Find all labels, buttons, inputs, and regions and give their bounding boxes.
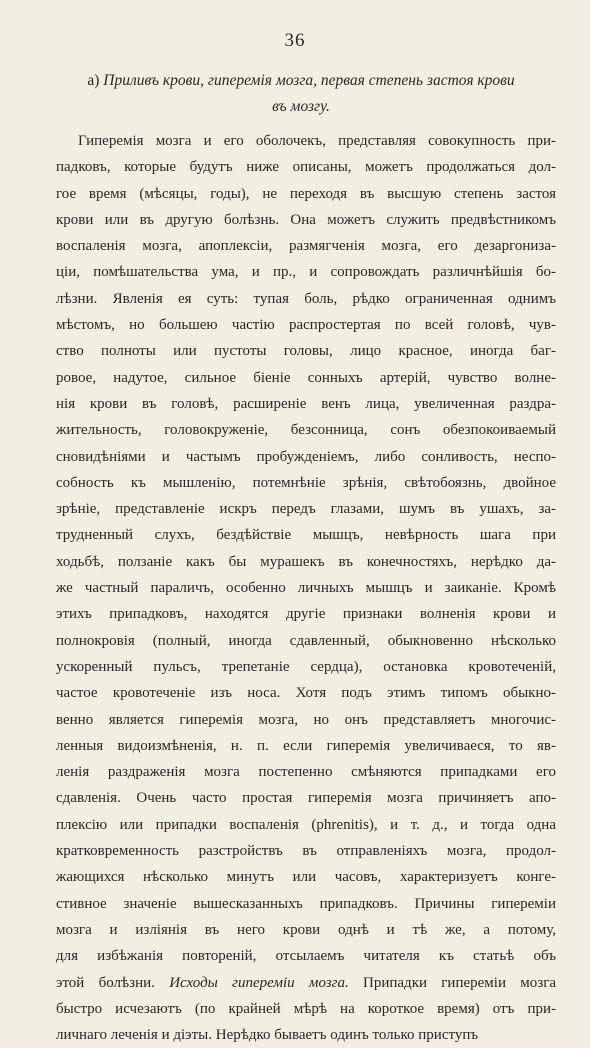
text-line: быстро исчезаютъ (по крайней мѣрѣ на короткое время) отъ при- bbox=[56, 1000, 556, 1017]
italic-subheading: Исходы гипереміи мозга. bbox=[169, 974, 349, 991]
text-line-mixed bbox=[56, 970, 556, 996]
text-line: ленія раздраженія мозга постепенно смѣняются припадками его bbox=[56, 764, 556, 781]
text-line: ціи, помѣшательства ума, и пр., и сопровождать различнѣйшія бо- bbox=[56, 264, 556, 281]
text-line: венно является гиперемія мозга, но онъ представляетъ многочис- bbox=[56, 711, 556, 728]
text-line: стивное значеніе вышесказанныхъ припадковъ. Причины гипереміи bbox=[56, 895, 556, 912]
heading-line-1 bbox=[56, 68, 546, 94]
section-title-part-1: Приливъ крови, гиперемія мозга, первая степень застоя крови bbox=[103, 72, 515, 89]
text-line: лѣзни. Явленія ея суть: тупая боль, рѣдко ограниченная однимъ bbox=[56, 290, 556, 307]
text-line: личнаго леченія и діэты. Нерѣдко бываетъ одинъ только приступъ bbox=[56, 1027, 479, 1044]
text-line: же частный параличъ, особенно личныхъ мышцъ и заиканіе. Кромѣ bbox=[56, 580, 556, 597]
text-line: мозга и изліянія въ него крови однѣ и тѣ же, а потому, bbox=[56, 921, 556, 938]
text-line: плексію или припадки воспаленія (phrenitis), и т. д., и тогда одна bbox=[56, 816, 556, 833]
text-line: гое время (мѣсяцы, годы), не переходя въ высшую степень застоя bbox=[56, 185, 556, 202]
text-line: этихъ припадковъ, находятся другіе признаки волненія крови и bbox=[56, 606, 556, 623]
text-line: ство полноты или пустоты головы, лицо красное, иногда баг- bbox=[56, 343, 556, 360]
section-heading bbox=[56, 68, 546, 120]
text-line: сновидѣніями и частымъ пробужденіемъ, либо сонливость, неспо- bbox=[56, 448, 556, 465]
text-line: ровое, надутое, сильное біеніе сонныхъ артерій, чувство волне- bbox=[56, 369, 556, 386]
text-line: воспаленія мозга, апоплексіи, размягченія мозга, его дезаргониза- bbox=[56, 238, 556, 255]
text-line: трудненный слухъ, бездѣйствіе мышцъ, невѣрность шага при bbox=[56, 527, 556, 544]
section-title-part-2: въ мозгу. bbox=[272, 98, 330, 115]
text-line: частое кровотеченіе изъ носа. Хотя подъ этимъ типомъ обыкно- bbox=[56, 685, 556, 702]
body-paragraph bbox=[56, 128, 556, 1048]
text-line: падковъ, которые будутъ ниже описаны, можетъ продолжаться дол- bbox=[56, 159, 556, 176]
text-line: нія крови въ головѣ, расширеніе венъ лица, увеличенная раздра- bbox=[56, 395, 556, 412]
text-line: ходьбѣ, ползаніе какъ бы мурашекъ въ конечностяхъ, нерѣдко да- bbox=[56, 553, 556, 570]
text-fragment: Припадки гипереміи мозга bbox=[363, 974, 556, 991]
text-line: ускоренный пульсъ, трепетаніе сердца), остановка кровотеченій, bbox=[56, 658, 556, 675]
text-line: полнокровія (полный, иногда сдавленный, обыкновенно нѣсколько bbox=[56, 632, 556, 649]
text-line: зрѣніе, представленіе искръ передъ глазами, шумъ въ ушахъ, за- bbox=[56, 501, 556, 518]
text-line: Гиперемія мозга и его оболочекъ, представляя совокупность при- bbox=[78, 133, 556, 149]
text-line: собность къ мышленію, потемнѣніе зрѣнія, свѣтобоязнь, двойное bbox=[56, 474, 556, 491]
text-line: кратковременность разстройствъ въ отправленіяхъ мозга, продол- bbox=[56, 843, 556, 860]
text-line: мѣстомъ, но большею частію распростертая по всей головѣ, чув- bbox=[56, 317, 556, 334]
text-line: жающихся нѣсколько минутъ или часовъ, характеризуетъ конге- bbox=[56, 869, 556, 886]
text-line: сдавленія. Очень часто простая гиперемія мозга причиняетъ апо- bbox=[56, 790, 556, 807]
section-marker: а) bbox=[87, 72, 100, 89]
text-line: для избѣжанія повтореній, отсылаемъ читателя къ статьѣ объ bbox=[56, 948, 556, 965]
text-fragment: этой болѣзни. bbox=[56, 974, 155, 991]
text-line: ленныя видоизмѣненія, н. п. если гиперемія увеличиваеся, то яв- bbox=[56, 737, 556, 754]
page-number: 36 bbox=[284, 30, 306, 51]
text-line: жительность, головокруженіе, безсонница, сонъ обезпокоиваемый bbox=[56, 422, 556, 439]
text-line: крови или въ другую болѣзнь. Она можетъ служить предвѣстникомъ bbox=[56, 211, 556, 228]
